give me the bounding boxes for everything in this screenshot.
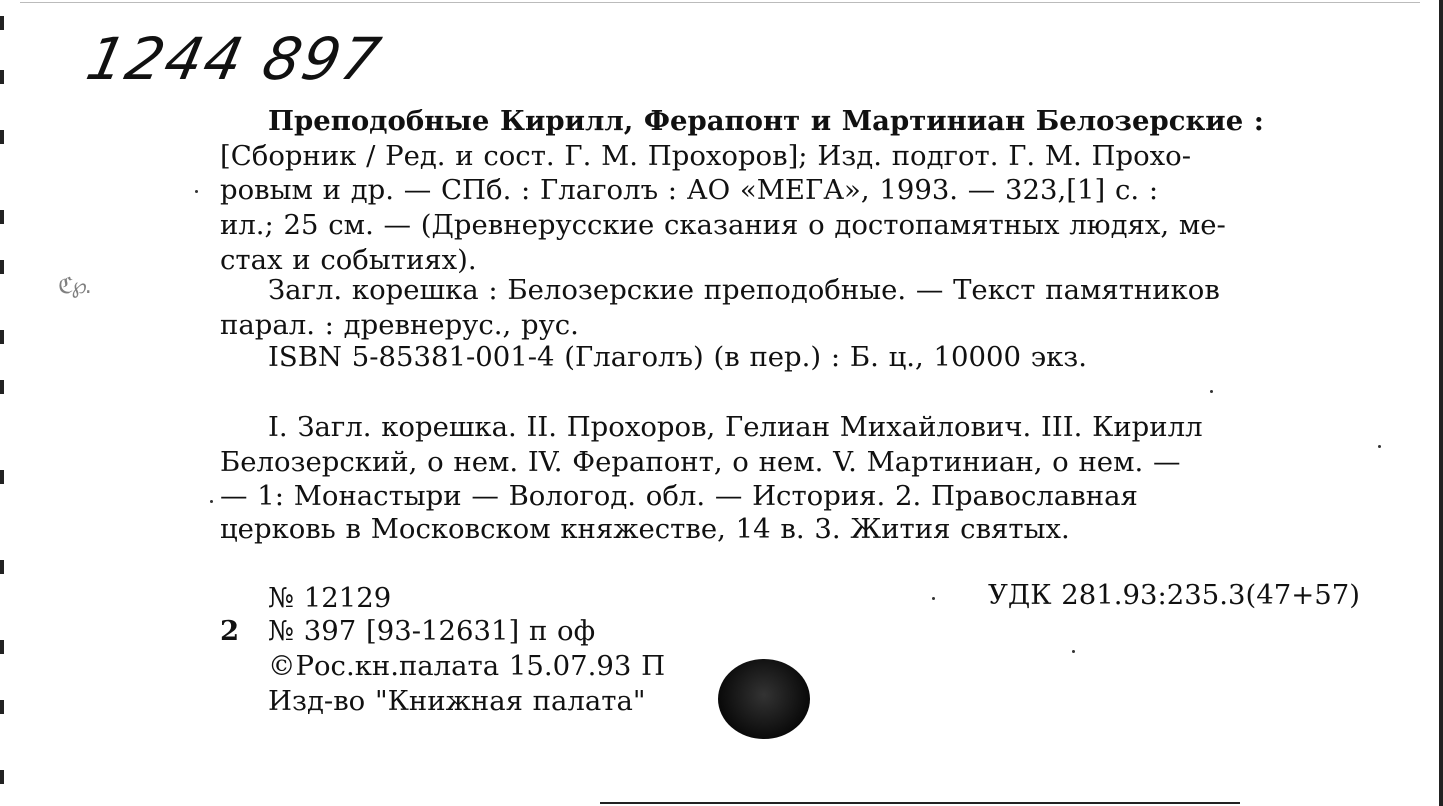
description-line: ил.; 25 см. — (Древнерусские сказания о достопамятных людях, ме- bbox=[220, 209, 1226, 241]
speck bbox=[210, 500, 213, 503]
subject-line: церковь в Московском княжестве, 14 в. 3. Жития святых. bbox=[220, 513, 1070, 545]
spine-title-note: Загл. корешка : Белозерские преподобные. — Текст памятников bbox=[268, 274, 1220, 306]
copyright-line: ©Рос.кн.палата 15.07.93 П bbox=[268, 650, 666, 682]
speck bbox=[932, 597, 935, 600]
handwritten-inventory-number: 1244 897 bbox=[80, 25, 388, 93]
language-note: парал. : древнерус., рус. bbox=[220, 309, 579, 341]
record-number: № 12129 bbox=[268, 582, 392, 614]
publisher-line: Изд-во "Книжная палата" bbox=[268, 685, 646, 717]
udk-classification: УДК 281.93:235.3(47+57) bbox=[988, 579, 1360, 611]
faded-stamp-mark: ℭ℘. bbox=[58, 274, 90, 299]
subject-line: I. Загл. корешка. II. Прохоров, Гелиан Михайлович. III. Кирилл bbox=[268, 411, 1203, 443]
isbn-line: ISBN 5-85381-001-4 (Глаголъ) (в пер.) : Б. ц., 10000 экз. bbox=[268, 341, 1088, 373]
subject-line: — 1: Монастыри — Вологод. обл. — История. 2. Православная bbox=[220, 480, 1138, 512]
description-line: [Сборник / Ред. и сост. Г. М. Прохоров]; Изд. подгот. Г. М. Прохо- bbox=[220, 140, 1192, 172]
subject-line: Белозерский, о нем. IV. Ферапонт, о нем. V. Мартиниан, о нем. — bbox=[220, 446, 1181, 478]
speck bbox=[1378, 445, 1381, 448]
speck bbox=[1210, 390, 1213, 393]
speck bbox=[1072, 650, 1075, 653]
ink-stamp bbox=[718, 659, 810, 739]
card-top-edge bbox=[20, 2, 1420, 3]
card-left-edge bbox=[0, 0, 10, 806]
card-right-edge bbox=[1439, 0, 1443, 806]
order-number: № 397 [93-12631] п оф bbox=[268, 615, 596, 647]
speck bbox=[195, 190, 198, 193]
card-bottom-edge bbox=[600, 802, 1240, 804]
description-line: ровым и др. — СПб. : Глаголъ : АО «МЕГА», 1993. — 323,[1] с. : bbox=[220, 174, 1159, 206]
title-line: Преподобные Кирилл, Ферапонт и Мартиниан Белозерские : bbox=[268, 105, 1264, 137]
copies-count: 2 bbox=[220, 615, 240, 647]
description-line: стах и событиях). bbox=[220, 244, 477, 276]
